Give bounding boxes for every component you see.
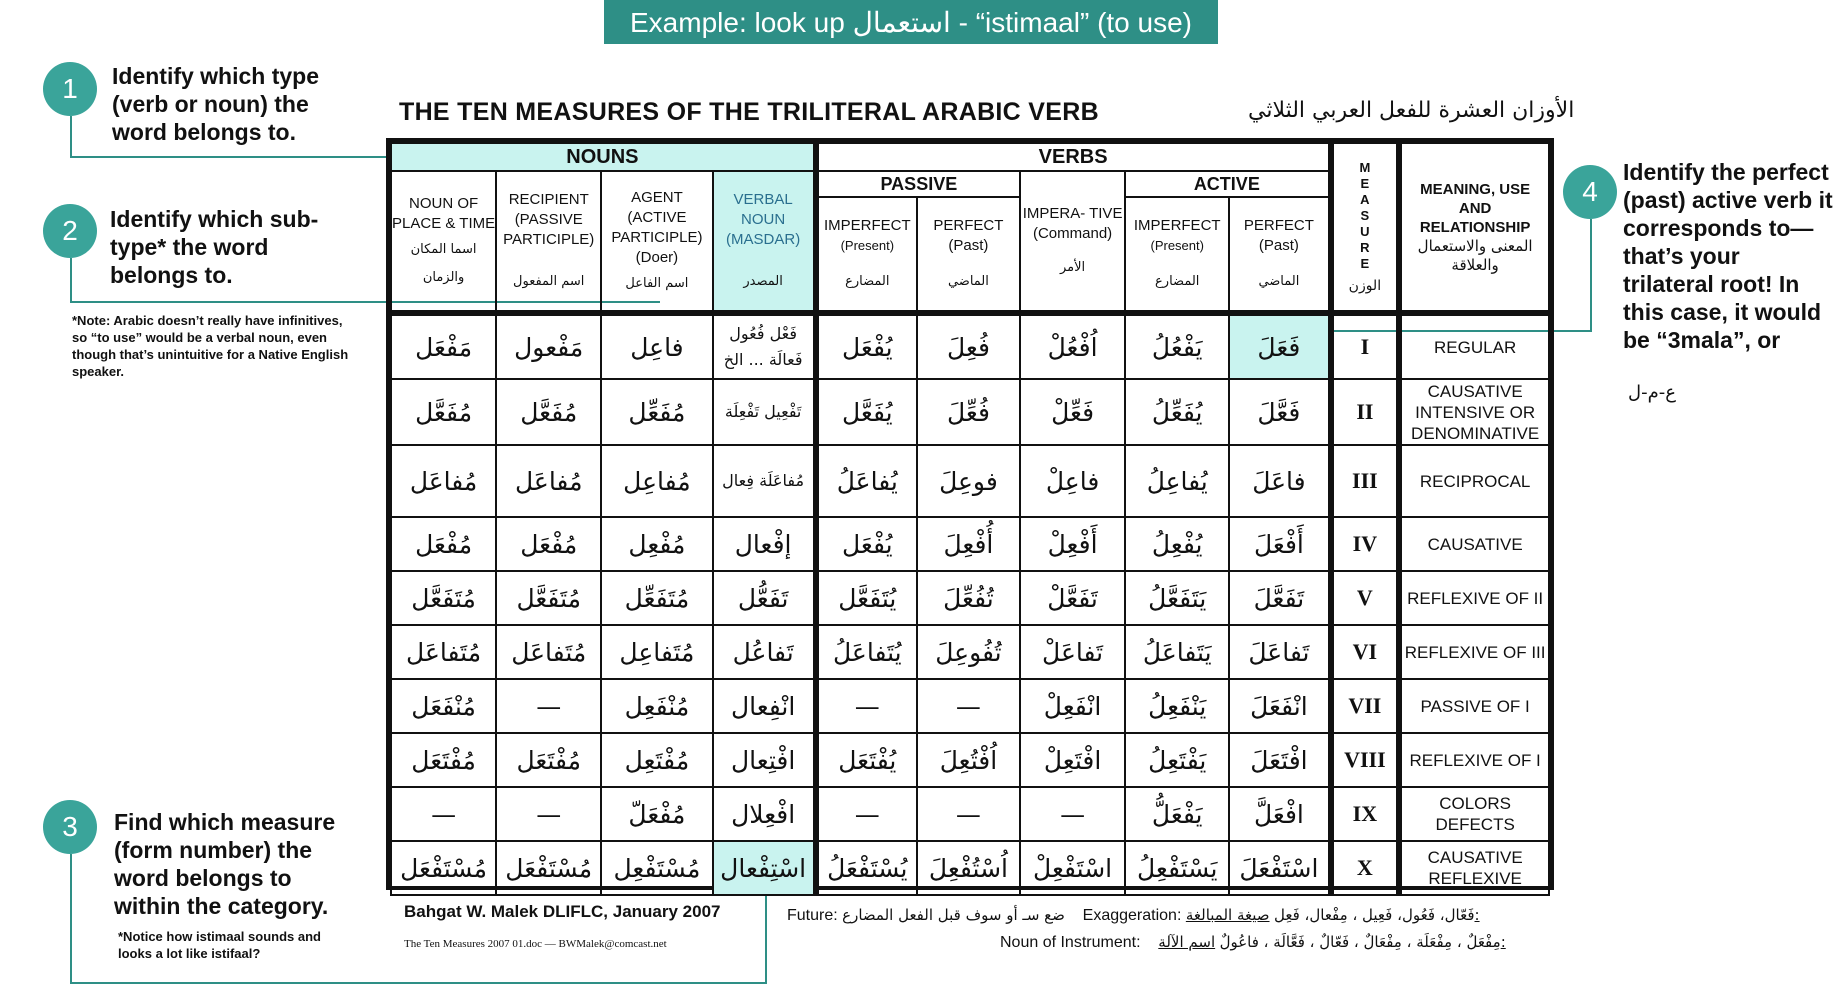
table-cell: مُسْتَفْعَل <box>496 841 601 895</box>
table-cell: يُفْعَل <box>816 313 917 379</box>
table-cell: فُعِّلَ <box>917 379 1020 445</box>
table-cell: — <box>391 787 496 841</box>
measure-row <box>391 679 1549 733</box>
measure-meaning: COLORS DEFECTS <box>1399 787 1549 841</box>
table-cell: اسْتَفْعَلَ <box>1229 841 1330 895</box>
measures-table <box>386 138 1554 890</box>
table-cell: انْفِعال <box>713 679 816 733</box>
table-cell: مَفْعول <box>496 313 601 379</box>
table-cell: يُفْعِلُ <box>1125 517 1229 571</box>
meaning-column-header <box>1399 143 1549 313</box>
table-cell: مُتَفَعَّل <box>496 571 601 625</box>
table-cell: أَفْعِلْ <box>1020 517 1125 571</box>
table-cell: مُتَفَعَّل <box>391 571 496 625</box>
step-1-text: Identify which type (verb or noun) the word belongs to. <box>112 63 320 145</box>
step-4-root: ع-م-ل <box>1628 382 1676 403</box>
step-2-connector <box>70 258 72 302</box>
file-reference: The Ten Measures 2007 01.doc — BWMalek@comcast.net <box>404 938 667 950</box>
example-banner: Example: look up استعمال - “istimaal” (to use) <box>604 0 1218 44</box>
measure-row <box>391 841 1549 895</box>
measure-row <box>391 571 1549 625</box>
table-cell: تَفاعُل <box>713 625 816 679</box>
measure-number: VI <box>1331 625 1400 679</box>
table-cell: مُفْعَل <box>391 517 496 571</box>
measure-row <box>391 517 1549 571</box>
table-cell: يَفْعَلُّ <box>1125 787 1229 841</box>
col-header-agent <box>601 171 712 313</box>
measure-label-arabic: الوزن <box>1348 278 1382 294</box>
table-cell: — <box>917 787 1020 841</box>
page-title: THE TEN MEASURES OF THE TRILITERAL ARABIC VERB <box>399 98 1099 126</box>
measure-meaning: PASSIVE OF I <box>1399 679 1549 733</box>
measure-meaning: CAUSATIVE <box>1399 517 1549 571</box>
table-cell: فَعِّلْ <box>1020 379 1125 445</box>
table-cell: فَعْل فُعُول فَعالَة ... الخ <box>713 313 816 379</box>
measure-meaning: REFLEXIVE OF III <box>1399 625 1549 679</box>
instrument-title-arabic: اسم الآلة: <box>1158 933 1506 951</box>
instrument-arabic: مِفْعَلٌ ، مِفْعَلَة ، مِفْعَالٌ ، فَعّالٌ ، فَعَّالَة ، فاعُولٌ <box>1219 933 1501 951</box>
table-cell: يُسْتَفْعَلُ <box>816 841 917 895</box>
measure-meaning: REFLEXIVE OF I <box>1399 733 1549 787</box>
col-header-arabic: المضارع <box>845 274 890 289</box>
table-cell: مُفاعَل <box>391 445 496 517</box>
measure-column-header <box>1331 143 1400 313</box>
measure-rows <box>391 313 1549 895</box>
step-4-text: Identify the perfect (past) active verb it corresponds to— that’s your trilateral root! In this case, it would be “3mala”, or <box>1623 159 1833 353</box>
table-cell: فاعِل <box>601 313 712 379</box>
measure-row <box>391 733 1549 787</box>
table-cell: مَفْعَل <box>391 313 496 379</box>
table-cell: مُفاعِل <box>601 445 712 517</box>
table-cell: — <box>496 679 601 733</box>
nouns-group-header: NOUNS <box>391 143 816 171</box>
col-header-active-perfect <box>1229 197 1330 313</box>
table-cell: مُفْعِل <box>601 517 712 571</box>
col-header-label: PERFECT <box>1243 217 1314 234</box>
table-cell: فاعِلْ <box>1020 445 1125 517</box>
footer-future-exaggeration <box>787 906 1480 925</box>
table-cell: مُتَفَعِّل <box>601 571 712 625</box>
measure-row <box>391 379 1549 445</box>
step-3-connector-up <box>765 884 767 984</box>
measure-label: M E A S U R E <box>1359 160 1371 271</box>
table-cell: — <box>1020 787 1125 841</box>
measure-number: II <box>1331 379 1400 445</box>
table-cell: يَسْتَفْعِلُ <box>1125 841 1229 895</box>
col-header-passive-perfect <box>917 197 1020 313</box>
step-2-text: Identify which sub-type* the word belongs to. <box>110 206 319 288</box>
col-header-sub: (Present) <box>1150 238 1204 253</box>
col-header-arabic: المصدر <box>743 274 783 289</box>
col-header-arabic: الأمر <box>1059 260 1086 275</box>
instrument-label: Noun of Instrument: <box>1000 934 1141 951</box>
table-cell: فَعَّلَ <box>1229 379 1330 445</box>
step-3-connector <box>70 854 72 984</box>
table-cell: مُفْتَعَل <box>496 733 601 787</box>
page-title-arabic: الأوزان العشرة للفعل العربي الثلاثي <box>1248 98 1575 123</box>
measure-meaning: REFLEXIVE OF II <box>1399 571 1549 625</box>
measure-number: VII <box>1331 679 1400 733</box>
exaggeration-label: Exaggeration: <box>1082 907 1182 924</box>
table-cell: مُنْفَعَل <box>391 679 496 733</box>
step-4-connector <box>1590 219 1592 331</box>
table-cell: يُفاعِلُ <box>1125 445 1229 517</box>
measure-number: IX <box>1331 787 1400 841</box>
table-cell: تَفْعِيل تَفْعِلَة <box>713 379 816 445</box>
table-cell: مُفْعَل <box>496 517 601 571</box>
exaggeration-arabic: فَعّال، فَعُول، فَعِيل ، مِفْعال، فَعِل <box>1273 906 1475 924</box>
step-4-badge: 4 <box>1563 165 1617 219</box>
table-cell: يُتَفاعَلُ <box>816 625 917 679</box>
col-header-arabic: اسما المكان <box>410 242 477 257</box>
table-cell: انْفَعَلَ <box>1229 679 1330 733</box>
step-2-badge: 2 <box>43 204 97 258</box>
table-cell: يُفَعَّل <box>816 379 917 445</box>
verbs-group-header: VERBS <box>816 143 1331 171</box>
measure-number: I <box>1331 313 1400 379</box>
col-header-label: VERBAL NOUN (MASDAR) <box>726 191 801 248</box>
col-header-label: IMPERFECT <box>823 217 911 234</box>
table-cell: انْفَعِلْ <box>1020 679 1125 733</box>
step-3-text: Find which measure (form number) the word belongs to within the category. <box>114 809 336 919</box>
measure-row <box>391 313 1549 379</box>
table-cell: مُفْعَلّ <box>601 787 712 841</box>
table-cell: أَفْعَلَ <box>1229 517 1330 571</box>
table-cell: فاعَلَ <box>1229 445 1330 517</box>
measure-number: IV <box>1331 517 1400 571</box>
col-header-label: IMPERFECT <box>1133 217 1221 234</box>
table-cell: مُفَعَّل <box>391 379 496 445</box>
meaning-label: MEANING, USE AND RELATIONSHIP <box>1419 180 1531 236</box>
col-header-passive-imperfect <box>816 197 917 313</box>
footer-instrument <box>1000 933 1506 952</box>
col-header-place-time <box>391 171 496 313</box>
table-cell: مُتَفاعَل <box>391 625 496 679</box>
table-cell: إفْعال <box>713 517 816 571</box>
col-header-sub: (Past) <box>1258 237 1299 254</box>
table-cell: مُفْتَعِل <box>601 733 712 787</box>
col-header-verbal-noun <box>713 171 816 313</box>
col-header-arabic: اسم الفاعل <box>625 276 689 291</box>
table-cell: تَفَعُّل <box>713 571 816 625</box>
note-istifaal: *Notice how istimaal sounds and looks a lot like istifaal? <box>118 929 321 961</box>
col-header-sub: (Present) <box>840 238 895 253</box>
col-header-arabic: الماضي <box>947 274 989 289</box>
col-header-label: AGENT (ACTIVE PARTICIPLE) (Doer) <box>611 189 703 266</box>
future-label: Future: <box>787 907 838 924</box>
step-3-badge: 3 <box>43 800 97 854</box>
table-cell: مُسْتَفْعِل <box>601 841 712 895</box>
table-cell: اُسْتُفْعِلَ <box>917 841 1020 895</box>
table-cell: اُفْعُلْ <box>1020 313 1125 379</box>
col-header-sub: (Past) <box>948 237 989 254</box>
table-cell: يُفْتَعَل <box>816 733 917 787</box>
table-cell: يُفْعَل <box>816 517 917 571</box>
meaning-label-arabic: المعنى والاستعمال والعلاقة <box>1417 236 1533 274</box>
table-cell: اُفْتُعِلَ <box>917 733 1020 787</box>
measure-meaning: CAUSATIVE REFLEXIVE <box>1399 841 1549 895</box>
active-subheader: ACTIVE <box>1125 171 1330 197</box>
measure-number: VIII <box>1331 733 1400 787</box>
col-header-label: PERFECT <box>933 217 1004 234</box>
table-cell: يَنْفَعِلُ <box>1125 679 1229 733</box>
table-cell: مُنْفَعِل <box>601 679 712 733</box>
table-cell: افْتَعِلْ <box>1020 733 1125 787</box>
table-cell: يُفاعَلُ <box>816 445 917 517</box>
col-header-active-imperfect <box>1125 197 1229 313</box>
note-infinitives: *Note: Arabic doesn’t really have infinitives, so “to use” would be a verbal noun, even though that’s unintuitive for a Native English speaker. <box>72 313 349 379</box>
table-cell: اسْتَفْعِلْ <box>1020 841 1125 895</box>
passive-subheader: PASSIVE <box>816 171 1020 197</box>
table-cell: تُفُوعِلَ <box>917 625 1020 679</box>
step-1-badge: 1 <box>43 62 97 116</box>
table-cell: تَفَعَّلَ <box>1229 571 1330 625</box>
table-cell: فوعِلَ <box>917 445 1020 517</box>
col-header-label: IMPERA- TIVE (Command) <box>1022 205 1123 242</box>
future-arabic: ضع سـ أو سوف قبل الفعل المضارع <box>842 906 1065 924</box>
table-cell: افْتَعَلَ <box>1229 733 1330 787</box>
measure-meaning: REGULAR <box>1399 313 1549 379</box>
table-cell: مُتَفاعِل <box>601 625 712 679</box>
table-cell: مُفاعَل <box>496 445 601 517</box>
measure-meaning: RECIPROCAL <box>1399 445 1549 517</box>
col-header-recipient <box>496 171 601 313</box>
measure-number: III <box>1331 445 1400 517</box>
measure-row <box>391 787 1549 841</box>
step-1-connector <box>70 116 72 156</box>
measure-number: X <box>1331 841 1400 895</box>
table-cell: يَتَفاعَلُ <box>1125 625 1229 679</box>
measure-row <box>391 625 1549 679</box>
table-cell: افْتِعال <box>713 733 816 787</box>
table-cell: مُفاعَلَة فِعال <box>713 445 816 517</box>
measure-meaning: CAUSATIVE INTENSIVE OR DENOMINATIVE <box>1399 379 1549 445</box>
table-cell: مُفَعَّل <box>496 379 601 445</box>
exaggeration-title-arabic: صيغة المبالغة: <box>1185 906 1480 924</box>
measure-number: V <box>1331 571 1400 625</box>
table-cell: اسْتِفْعال <box>713 841 816 895</box>
col-header-arabic: اسم المفعول <box>513 274 585 289</box>
table-cell: يَفْتَعِلُ <box>1125 733 1229 787</box>
table-cell: افْعَلَّ <box>1229 787 1330 841</box>
table-cell: تَفاعَلَ <box>1229 625 1330 679</box>
col-header-label: RECIPIENT (PASSIVE PARTICIPLE) <box>503 191 595 248</box>
table-cell: تَفاعَلْ <box>1020 625 1125 679</box>
table-cell: مُفْتَعَل <box>391 733 496 787</box>
col-header-imperative <box>1020 171 1125 313</box>
table-cell: فَعَلَ <box>1229 313 1330 379</box>
table-cell: — <box>496 787 601 841</box>
table-cell: فُعِلَ <box>917 313 1020 379</box>
table-cell: أُفْعِلَ <box>917 517 1020 571</box>
col-header-arabic: والزمان <box>422 270 465 285</box>
measure-row <box>391 445 1549 517</box>
table-cell: مُسْتَفْعَل <box>391 841 496 895</box>
table-cell: مُفَعِّل <box>601 379 712 445</box>
col-header-label: NOUN OF PLACE & TIME <box>392 195 496 232</box>
table-cell: تُفُعِّلَ <box>917 571 1020 625</box>
table-cell: يُتَفَعَّل <box>816 571 917 625</box>
table-cell: — <box>816 787 917 841</box>
col-header-arabic: الماضي <box>1258 274 1300 289</box>
author-credit: Bahgat W. Malek DLIFLC, January 2007 <box>404 902 721 921</box>
col-header-arabic: المضارع <box>1155 274 1200 289</box>
table-cell: يَتَفَعَّلُ <box>1125 571 1229 625</box>
table-cell: افْعِلال <box>713 787 816 841</box>
table-cell: تَفَعَّلْ <box>1020 571 1125 625</box>
table-cell: — <box>816 679 917 733</box>
table-cell: — <box>917 679 1020 733</box>
table-cell: مُتَفاعَل <box>496 625 601 679</box>
step-3-connector-h <box>70 982 767 984</box>
table-cell: يَفْعُلُ <box>1125 313 1229 379</box>
table-cell: يُفَعِّلُ <box>1125 379 1229 445</box>
